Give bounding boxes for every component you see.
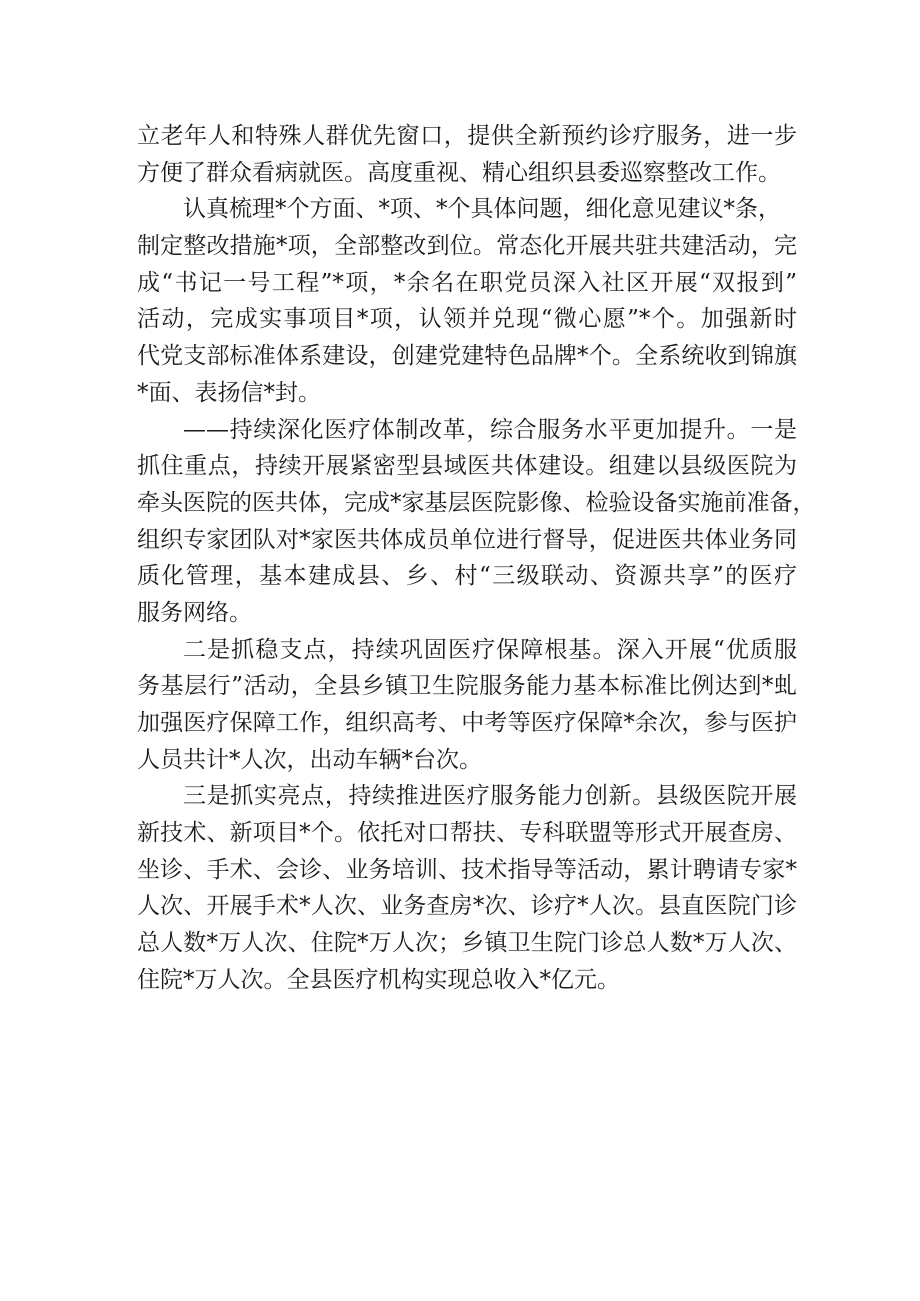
text-line: 立老年人和特殊人群优先窗口，提供全新预约诊疗服务，进一步 — [137, 123, 797, 149]
text-line: 认真梳理*个方面、*项、*个具体问题，细化意见建议*条， — [183, 196, 781, 223]
text-line: 成“书记一号工程”*项，*余名在职党员深入社区开展“双报到” — [137, 269, 797, 296]
paragraph-4 — [137, 632, 797, 779]
text-line: 方便了群众看病就医。高度重视、精心组织县委巡察整改工作。 — [137, 159, 781, 186]
paragraph-1 — [137, 118, 797, 191]
text-line: 坐诊、手术、会诊、业务培训、技术指导等活动，累计聘请专家* — [137, 856, 797, 883]
text-line: 服务网络。 — [137, 599, 252, 626]
text-line: 住院*万人次。全县医疗机构实现总收入*亿元。 — [137, 966, 620, 993]
text-line: 代党支部标准体系建设，创建党建特色品牌*个。全系统收到锦旗 — [137, 343, 797, 370]
paragraph-2 — [137, 191, 797, 411]
paragraph-5 — [137, 778, 797, 998]
text-line: 二是抓稳支点，持续巩固医疗保障根基。深入开展“优质服 — [183, 636, 797, 663]
text-line: 务基层行”活动，全县乡镇卫生院服务能力基本标准比例达到*虬 — [137, 673, 797, 700]
text-line: ——持续深化医疗体制改革，综合服务水平更加提升。一是 — [183, 416, 797, 443]
text-line: 新技术、新项目*个。依托对口帮扶、专科联盟等形式开展查房、 — [137, 820, 797, 847]
text-line: 活动，完成实事项目*项，认领并兑现“微心愿”*个。加强新时 — [137, 306, 797, 333]
paragraph-3 — [137, 412, 816, 632]
text-line: 制定整改措施*项，全部整改到位。常态化开展共驻共建活动，完 — [137, 233, 797, 260]
document-body — [137, 118, 816, 999]
text-line: 人次、开展手术*人次、业务查房*次、诊疗*人次。县直医院门诊 — [137, 893, 797, 920]
text-line: 抓住重点，持续开展紧密型县域医共体建设。组建以县级医院为 — [137, 453, 797, 480]
text-line: 组织专家团队对*家医共体成员单位进行督导，促进医共体业务同 — [137, 526, 797, 553]
text-line: 三是抓实亮点，持续推进医疗服务能力创新。县级医院开展 — [183, 783, 797, 810]
text-line: 人员共计*人次，出动车辆*台次。 — [137, 746, 482, 773]
text-line: 牵头医院的医共体，完成*家基层医院影像、检验设备实施前准备， — [137, 489, 816, 516]
text-line: 加强医疗保障工作，组织高考、中考等医疗保障*余次，参与医护 — [137, 710, 797, 736]
text-line: 质化管理，基本建成县、乡、村“三级联动、资源共享”的医疗 — [137, 563, 797, 590]
text-line: 总人数*万人次、住院*万人次；乡镇卫生院门诊总人数*万人次、 — [137, 930, 797, 957]
text-line: *面、表扬信*封。 — [137, 379, 321, 406]
